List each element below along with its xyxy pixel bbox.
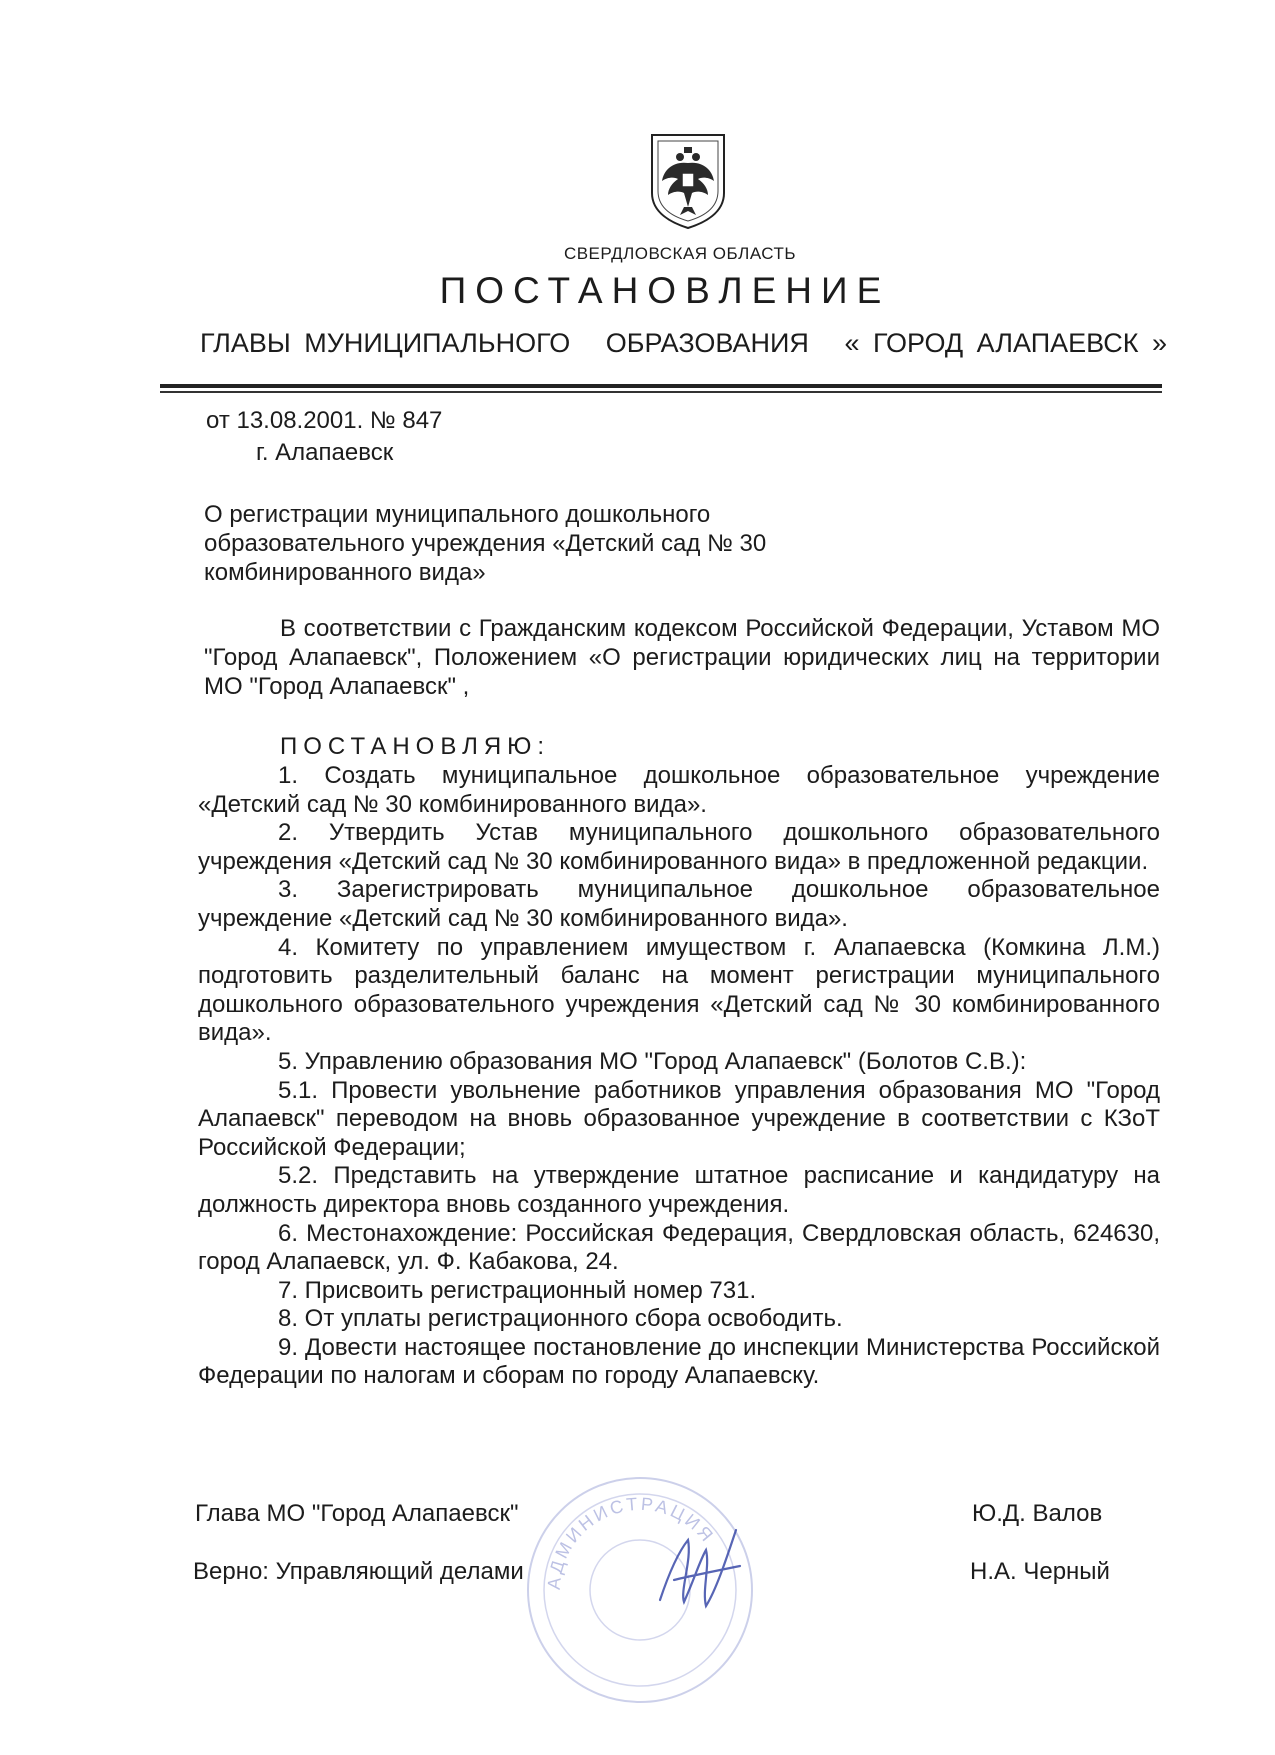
subject-line: образовательного учреждения «Детский сад № 30 [204,530,767,557]
decree-items [198,762,1160,1391]
header-divider [160,384,1162,388]
date-and-number: от 13.08.2001. № 847 [206,407,443,434]
decree-word: ПОСТАНОВЛЯЮ: [280,733,551,760]
preamble-text: В соответствии с Гражданским кодексом Российской Федерации, Уставом МО "Город Алапаевск", Положением «О регистрации юридических лиц на территории МО "Город Алапаевск" , [204,615,1160,700]
authority-part: ГЛАВЫ МУНИЦИПАЛЬНОГО [200,328,571,358]
decree-item: 7. Присвоить регистрационный номер 731. [278,1276,757,1304]
seal-text: АДМИНИСТРАЦИЯ [543,1493,719,1591]
decree-item: 9. Довести настоящее постановление до инспекции Министерства Российской Федерации по налогам и сборам по городу Алапаевску. [198,1333,1160,1390]
decree-item: 5. Управлению образования МО "Город Алапаевск" (Болотов С.В.): [278,1047,1027,1075]
coat-of-arms-icon [644,131,732,231]
certifier-name: Н.А. Черный [970,1558,1110,1585]
header-divider-thin [160,391,1162,393]
decree-item: 5.2. Представить на утверждение штатное расписание и кандидатуру на должность директора вновь созданного учреждения. [198,1162,1160,1218]
decree-item: 5.1. Провести увольнение работников управления образования МО "Город Алапаевск" переводом на вновь образованное учреждение в соответствии с КЗоТ Российской Федерации; [198,1076,1160,1161]
decree-item: 2. Утвердить Устав муниципального дошкольного образовательного учреждения «Детский сад № 30 комбинированного вида» в предложенной редакции. [198,819,1160,875]
certifier-role: Верно: Управляющий делами [193,1558,524,1585]
authority-part: « ГОРОД АЛАПАЕВСК » [844,328,1167,358]
preamble [204,614,1160,701]
decree-item: 6. Местонахождение: Российская Федерация, Свердловская область, 624630, город Алапаевск, ул. Ф. Кабакова, 24. [198,1219,1160,1276]
decree-item: 4. Комитету по управлением имуществом г. Алапаевска (Комкина Л.М.) подготовить разделительный баланс на момент регистрации муниципального дошкольного образовательного учреждения «Детский сад № 30 комбинированного вида». [198,933,1160,1047]
subject-line: О регистрации муниципального дошкольного [204,501,711,528]
signatory-role: Глава МО "Город Алапаевск" [195,1500,519,1527]
document-title: ПОСТАНОВЛЕНИЕ [439,270,891,311]
authority-part: ОБРАЗОВАНИЯ [605,328,809,358]
issuing-authority [200,328,1167,359]
subject-heading [204,500,844,587]
decree-item: 8. От уплаты регистрационного сбора освободить. [278,1305,843,1333]
decree-item: 1. Создать муниципальное дошкольное образовательное учреждение «Детский сад № 30 комбинированного вида». [198,762,1160,818]
subject-line: комбинированного вида» [204,559,486,586]
region-name: СВЕРДЛОВСКАЯ ОБЛАСТЬ [563,244,797,263]
decree-item: 3. Зарегистрировать муниципальное дошкольное образовательное учреждение «Детский сад № 30 комбинированного вида». [198,876,1160,932]
signatory-name: Ю.Д. Валов [972,1500,1103,1527]
city: г. Алапаевск [256,439,394,466]
handwritten-signature-icon [640,1510,760,1630]
